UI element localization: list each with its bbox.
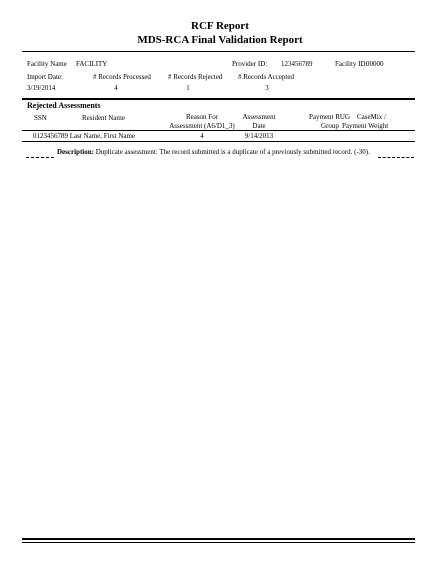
- rejected-section-title: Rejected Assessments: [27, 101, 101, 110]
- description-text: Duplicate assessment: The record submitted is a duplicate of a previously submitted record. (-30).: [95, 148, 370, 156]
- import-date-label: Import Date:: [27, 73, 63, 81]
- records-processed-value: 4: [114, 84, 118, 92]
- table-header-rule: [22, 130, 415, 131]
- records-accepted-value: 3: [265, 84, 269, 92]
- records-rejected-value: 1: [186, 84, 190, 92]
- row-ssn-resident-name: 0123456789 Last Name, First Name: [33, 132, 136, 140]
- description-leader-dashes: [26, 157, 54, 158]
- col-header-resident-name: Resident Name: [82, 114, 125, 122]
- provider-id-value: 123456789: [281, 60, 313, 68]
- description-line: [57, 148, 370, 157]
- footer-rule-bottom: [22, 542, 415, 543]
- description-trailing-dashes: [378, 157, 414, 158]
- col-header-casemix-line2: Payment Weight: [342, 122, 389, 130]
- facility-name-value: FACILITY: [76, 60, 108, 68]
- description-label: Description:: [57, 148, 94, 156]
- col-header-ssn: SSN: [34, 114, 47, 122]
- records-processed-label: # Records Processed: [93, 73, 151, 81]
- row-reason-value: 4: [200, 132, 204, 140]
- facility-id-label: Facility ID:: [335, 60, 368, 68]
- col-header-reason-line1: Reason For: [185, 113, 219, 121]
- col-header-casemix-line1: CaseMix /: [357, 113, 386, 121]
- summary-rule: [22, 98, 415, 100]
- footer-rule-top: [22, 538, 415, 540]
- facility-id-value: 00000: [366, 60, 384, 68]
- report-title: RCF Report: [191, 20, 249, 32]
- header-rule: [22, 51, 415, 52]
- row-assessment-date: 9/14/2013: [244, 132, 274, 140]
- col-header-assessment-line2: Date: [252, 122, 266, 130]
- records-accepted-label: # Records Accepted: [238, 73, 294, 81]
- row-rule: [22, 141, 415, 142]
- col-header-payment-rug-line1: Payment RUG: [309, 113, 351, 121]
- col-header-assessment-line1: Assessment: [242, 113, 276, 121]
- records-rejected-label: # Records Rejected: [168, 73, 223, 81]
- import-date-value: 3/19/2014: [27, 84, 56, 92]
- col-header-reason-line2: Assessment (A6/D1_3): [169, 122, 235, 130]
- report-subtitle: MDS-RCA Final Validation Report: [137, 34, 303, 46]
- facility-name-label: Facility Name: [27, 60, 67, 68]
- col-header-payment-rug-line2: Group: [321, 122, 339, 130]
- provider-id-label: Provider ID:: [232, 60, 268, 68]
